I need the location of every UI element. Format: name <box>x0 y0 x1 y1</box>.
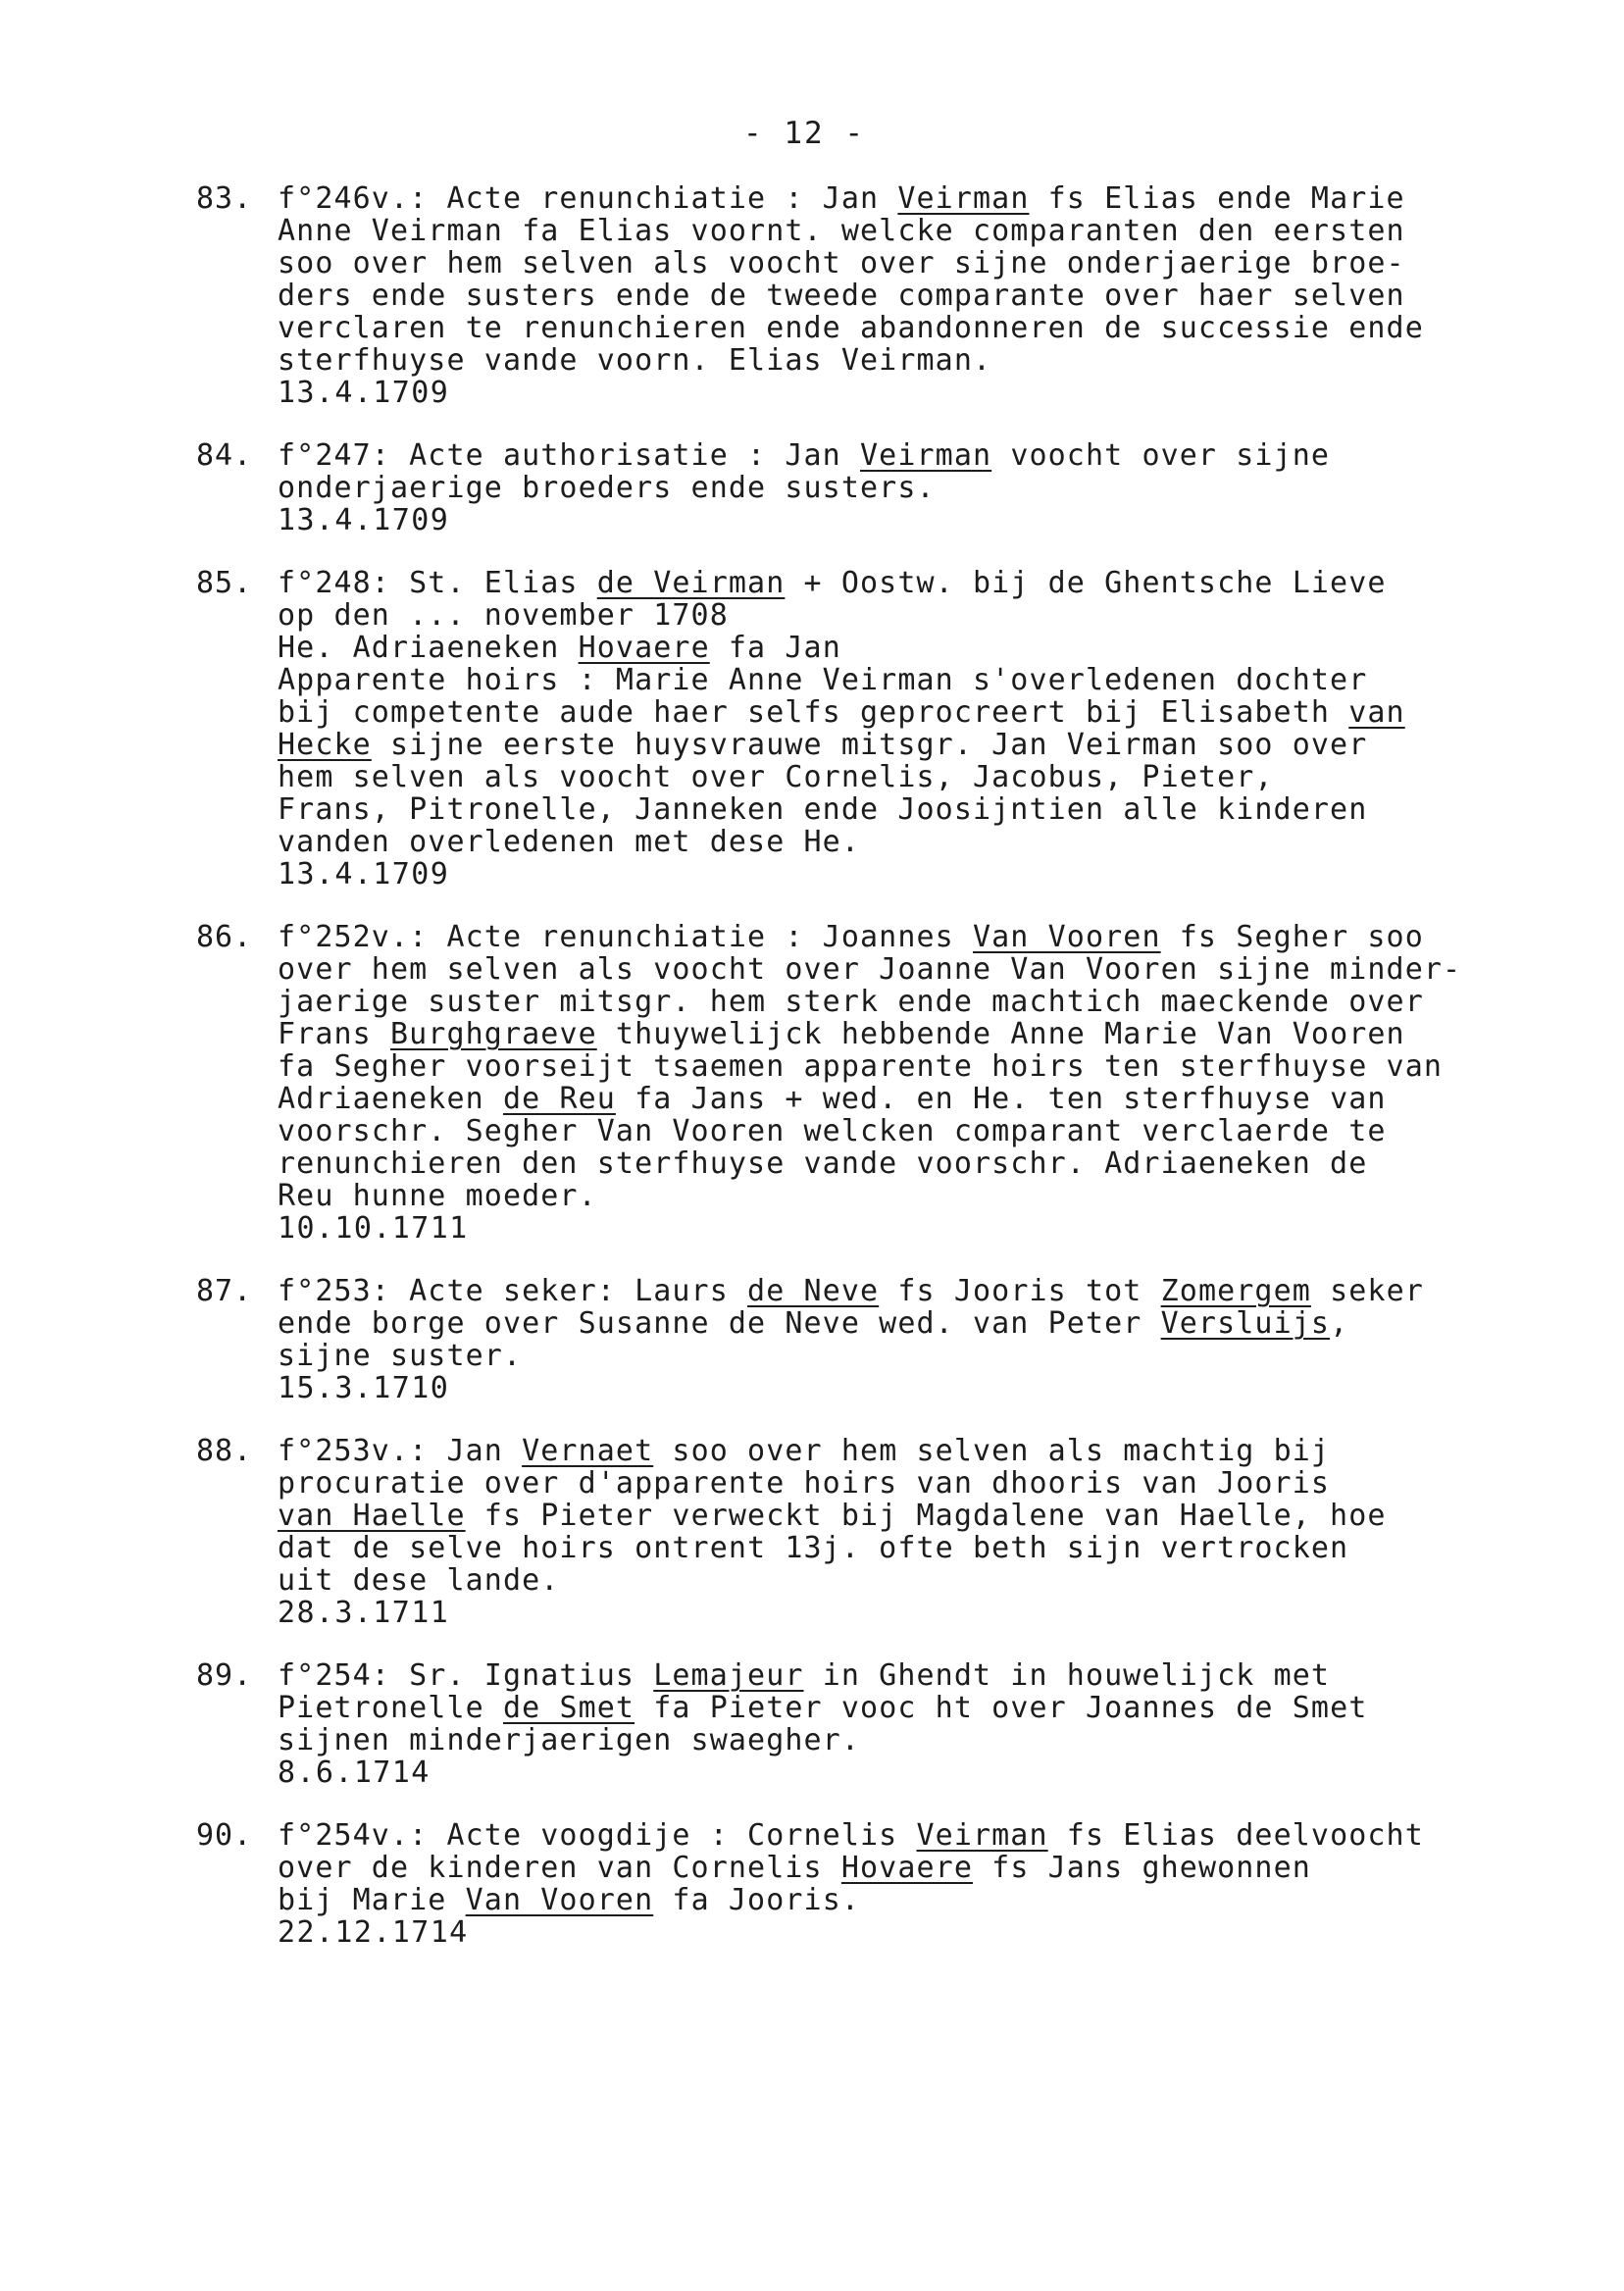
underlined-name: Hovaere <box>840 1851 973 1885</box>
text-line <box>278 1819 1589 1852</box>
text-segment: f°254: Sr. Ignatius <box>278 1658 654 1693</box>
text-line <box>278 472 1589 504</box>
text-line <box>278 182 1589 215</box>
text-line <box>278 826 1589 858</box>
text-line <box>278 344 1589 377</box>
text-segment: fa Jan <box>709 631 841 665</box>
text-line <box>278 439 1589 472</box>
entry-text <box>278 1659 1589 1789</box>
underlined-name: Van Vooren <box>465 1883 654 1917</box>
text-segment: ders ende susters ende de tweede comparante over haer selven <box>278 279 1405 313</box>
text-segment: fs Elias deelvoocht <box>1047 1818 1424 1853</box>
text-segment: He. Adriaeneken <box>278 631 579 665</box>
text-segment: vanden overledenen met dese He. <box>278 825 861 859</box>
entry-date: 28.3.1711 <box>278 1596 450 1630</box>
entry-text <box>278 567 1589 891</box>
text-segment: Adriaeneken <box>278 1082 503 1116</box>
text-line <box>278 1852 1589 1884</box>
entry <box>196 1435 1589 1629</box>
text-line <box>278 599 1589 632</box>
text-line <box>278 1724 1589 1756</box>
text-segment: f°253v.: Jan <box>278 1434 523 1468</box>
underlined-name: Vernaet <box>522 1434 654 1468</box>
entry-number: 83. <box>196 181 253 216</box>
text-segment: verclaren te renunchieren ende abandonneren de successie ende <box>278 311 1424 345</box>
text-line <box>278 1083 1589 1115</box>
underlined-name: de Neve <box>747 1274 880 1308</box>
text-segment: fs Pieter verweckt bij Magdalene van Haelle, hoe <box>465 1499 1387 1533</box>
underlined-name: de Smet <box>502 1691 635 1725</box>
text-line <box>278 761 1589 793</box>
entry-text <box>278 921 1589 1245</box>
underlined-name: de Reu <box>502 1082 616 1116</box>
text-line <box>278 1050 1589 1083</box>
entry-number: 89. <box>196 1658 253 1693</box>
text-segment: Anne Veirman fa Elias voornt. welcke comparanten den eersten <box>278 214 1405 248</box>
text-segment: sijne eerste huysvrauwe mitsgr. Jan Veirman soo over <box>371 728 1368 762</box>
text-line <box>278 1564 1589 1597</box>
text-segment: f°246v.: Acte renunchiatie : Jan <box>278 181 898 216</box>
underlined-name: Burghgraeve <box>389 1017 597 1051</box>
underlined-name: Veirman <box>916 1818 1048 1853</box>
text-segment: uit dese lande. <box>278 1563 560 1598</box>
underlined-name: Lemajeur <box>653 1658 804 1693</box>
text-line <box>278 1340 1589 1372</box>
text-line <box>278 1147 1589 1180</box>
text-segment: Frans <box>278 1017 390 1051</box>
text-segment: renunchieren den sterfhuyse vande voorschr. Adriaeneken de <box>278 1146 1368 1181</box>
text-line <box>278 247 1589 280</box>
underlined-name: Hecke <box>278 728 372 762</box>
text-segment: bij Marie <box>278 1883 466 1917</box>
text-line <box>278 664 1589 696</box>
text-line <box>278 1180 1589 1212</box>
text-line <box>278 1532 1589 1564</box>
entry-date: 22.12.1714 <box>278 1915 469 1950</box>
entry-text <box>278 439 1589 536</box>
entry-number: 90. <box>196 1818 253 1853</box>
text-segment: fs Elias ende Marie <box>1029 181 1405 216</box>
underlined-name: Van Vooren <box>972 920 1161 954</box>
text-segment: f°248: St. Elias <box>278 566 597 600</box>
text-segment: seker <box>1310 1274 1424 1308</box>
text-segment: thuywelijck hebbende Anne Marie Van Vooren <box>596 1017 1405 1051</box>
entry <box>196 182 1589 409</box>
text-segment: sterfhuyse vande voorn. Elias Veirman. <box>278 343 992 378</box>
underlined-name: Versluijs <box>1160 1306 1331 1341</box>
text-line <box>278 1275 1589 1307</box>
underlined-name: de Veirman <box>596 566 786 600</box>
text-segment: Reu hunne moeder. <box>278 1179 597 1213</box>
entry-text <box>278 1435 1589 1629</box>
text-line <box>278 632 1589 664</box>
text-segment: fa Pieter vooc ht over Joannes de Smet <box>634 1691 1368 1725</box>
underlined-name: Hovaere <box>578 631 710 665</box>
text-line <box>278 215 1589 247</box>
text-segment: over hem selven als voocht over Joanne Van Vooren sijne minder- <box>278 952 1462 987</box>
text-segment: over de kinderen van Cornelis <box>278 1851 841 1885</box>
text-segment: Apparente hoirs : Marie Anne Veirman s'overledenen dochter <box>278 663 1368 697</box>
text-line <box>278 1115 1589 1147</box>
text-segment: soo over hem selven als voocht over sijne onderjaerige broe- <box>278 246 1405 280</box>
text-segment: voocht over sijne <box>991 438 1331 473</box>
entry-number: 87. <box>196 1274 253 1308</box>
text-line <box>278 1659 1589 1692</box>
text-segment: , <box>1330 1306 1349 1341</box>
text-line <box>278 1500 1589 1532</box>
entry <box>196 1275 1589 1404</box>
underlined-name: van Haelle <box>278 1499 466 1533</box>
entry-date: 15.3.1710 <box>278 1371 450 1405</box>
text-line <box>278 1435 1589 1467</box>
text-segment: procuratie over d'apparente hoirs van dhooris van Jooris <box>278 1466 1331 1501</box>
text-line <box>278 953 1589 986</box>
text-segment: + Oostw. bij de Ghentsche Lieve <box>785 566 1387 600</box>
text-segment: voorschr. Segher Van Vooren welcken comparant verclaerde te <box>278 1114 1387 1148</box>
text-line <box>278 986 1589 1018</box>
text-segment: ende borge over Susanne de Neve wed. van Peter <box>278 1306 1161 1341</box>
text-line <box>278 793 1589 826</box>
entry-date: 13.4.1709 <box>278 857 450 891</box>
text-line <box>278 729 1589 761</box>
text-segment: f°247: Acte authorisatie : Jan <box>278 438 861 473</box>
text-line <box>278 1467 1589 1500</box>
text-segment: f°253: Acte seker: Laurs <box>278 1274 748 1308</box>
text-segment: op den ... november 1708 <box>278 598 729 633</box>
entry-number: 85. <box>196 566 253 600</box>
text-segment: fa Jooris. <box>653 1883 861 1917</box>
text-segment: in Ghendt in houwelijck met <box>803 1658 1331 1693</box>
text-line <box>278 1307 1589 1340</box>
text-line <box>278 280 1589 312</box>
text-segment: sijne suster. <box>278 1339 523 1373</box>
text-line <box>278 1884 1589 1916</box>
entry-text <box>278 1819 1589 1949</box>
entry-date: 8.6.1714 <box>278 1756 431 1790</box>
underlined-name: van <box>1348 695 1405 730</box>
text-segment: fs Jooris tot <box>879 1274 1161 1308</box>
underlined-name: Veirman <box>860 438 992 473</box>
entry <box>196 921 1589 1245</box>
text-line <box>278 1018 1589 1050</box>
text-segment: Pietronelle <box>278 1691 503 1725</box>
entry-list <box>196 182 1589 1979</box>
text-segment: hem selven als voocht over Cornelis, Jacobus, Pieter, <box>278 760 1274 794</box>
entry-date: 13.4.1709 <box>278 503 450 537</box>
entry <box>196 1819 1589 1949</box>
text-line <box>278 921 1589 953</box>
page-number: - 12 - <box>743 116 865 151</box>
text-line <box>278 696 1589 729</box>
text-segment: fa Jans + wed. en He. ten sterfhuyse van <box>615 1082 1387 1116</box>
text-segment: fa Segher voorseijt tsaemen apparente hoirs ten sterfhuyse van <box>278 1049 1444 1084</box>
underlined-name: Zomergem <box>1160 1274 1311 1308</box>
text-line <box>278 567 1589 599</box>
entry-date: 10.10.1711 <box>278 1211 469 1246</box>
text-segment: Frans, Pitronelle, Janneken ende Joosijntien alle kinderen <box>278 792 1368 827</box>
entry <box>196 567 1589 891</box>
entry-date: 13.4.1709 <box>278 376 450 410</box>
entry <box>196 439 1589 536</box>
text-segment: dat de selve hoirs ontrent 13j. ofte beth sijn vertrocken <box>278 1531 1349 1565</box>
text-segment: f°252v.: Acte renunchiatie : Joannes <box>278 920 973 954</box>
text-segment: fs Segher soo <box>1160 920 1424 954</box>
entry-number: 88. <box>196 1434 253 1468</box>
text-segment: f°254v.: Acte voogdije : Cornelis <box>278 1818 917 1853</box>
text-segment: sijnen minderjaerigen swaegher. <box>278 1723 861 1757</box>
text-line <box>278 1692 1589 1724</box>
entry-number: 84. <box>196 438 253 473</box>
underlined-name: Veirman <box>897 181 1030 216</box>
text-segment: jaerige suster mitsgr. hem sterk ende machtich maeckende over <box>278 985 1424 1019</box>
text-line <box>278 312 1589 344</box>
text-segment: soo over hem selven als machtig bij <box>653 1434 1331 1468</box>
text-segment: fs Jans ghewonnen <box>973 1851 1311 1885</box>
entry <box>196 1659 1589 1789</box>
entry-number: 86. <box>196 920 253 954</box>
entry-text <box>278 1275 1589 1404</box>
entry-text <box>278 182 1589 409</box>
text-segment: onderjaerige broeders ende susters. <box>278 471 936 505</box>
text-segment: bij competente aude haer selfs geprocreert bij Elisabeth <box>278 695 1349 730</box>
